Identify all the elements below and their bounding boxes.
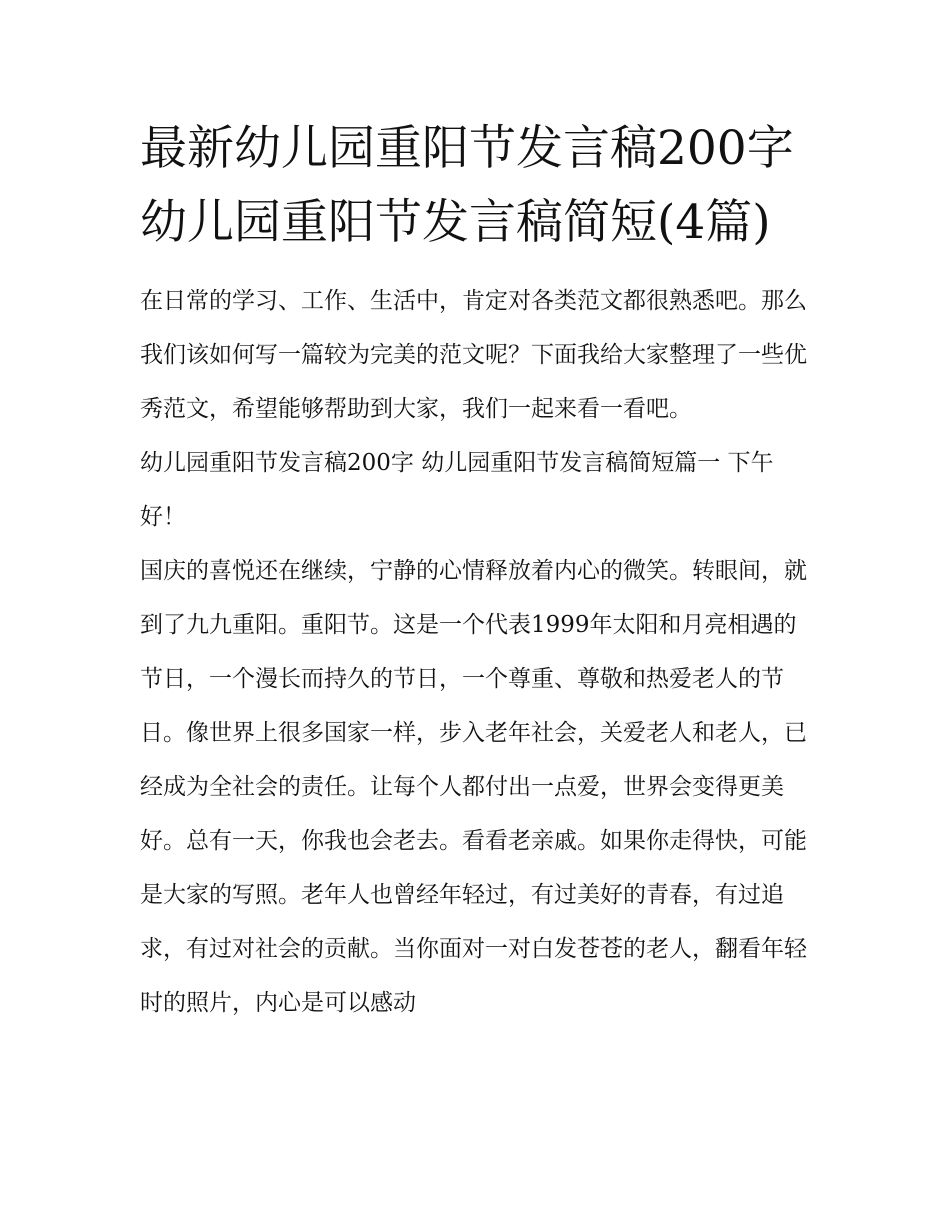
document-title: 最新幼儿园重阳节发言稿200字 幼儿园重阳节发言稿简短(4篇) — [140, 121, 794, 250]
intro-paragraph: 在日常的学习、工作、生活中，肯定对各类范文都很熟悉吧。那么我们该如何写一篇较为完美的范文呢？下面我给大家整理了一些优秀范文，希望能够帮助到大家，我们一起来看一看吧。 — [140, 288, 807, 422]
section-heading-paragraph: 幼儿园重阳节发言稿200字 幼儿园重阳节发言稿简短篇一 下午好！ — [140, 450, 774, 530]
body-paragraph: 国庆的喜悦还在继续，宁静的心情释放着内心的微笑。转眼间，就到了九九重阳。重阳节。这是一个代表1999年太阳和月亮相遇的节日，一个漫长而持久的节日，一个尊重、尊敬和热爱老人的节日。像世界上很多国家一样，步入老年社会，关爱老人和老人，已经成为全社会的责任。让每个人都付出一点爱，世界会变得更美好。总有一天，你我也会老去。看看老亲戚。如果你走得快，可能是大家的写照。老年人也曾经年轻过，有过美好的青春，有过追求，有过对社会的贡献。当你面对一对白发苍苍的老人，翻看年轻时的照片，内心是可以感动 — [140, 558, 807, 1016]
document-page — [140, 112, 812, 1030]
